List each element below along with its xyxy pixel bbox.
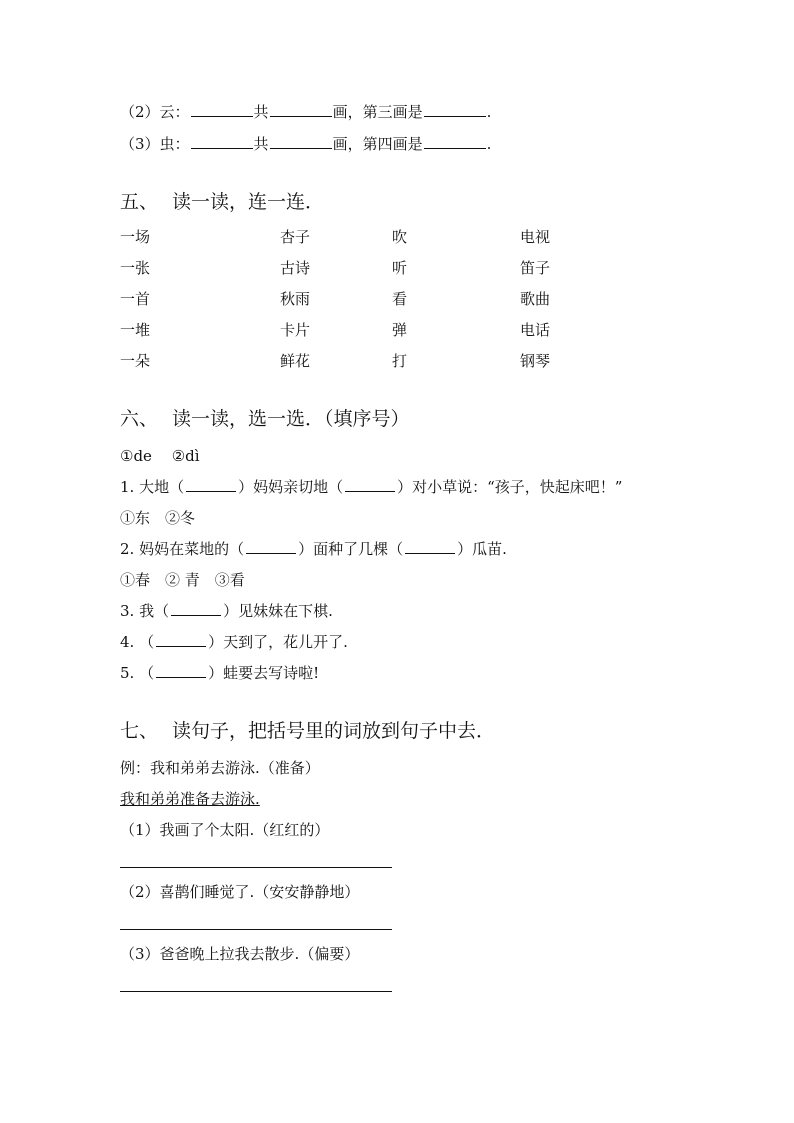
question-text: ）妈妈亲切地（ — [238, 478, 344, 496]
answer-line[interactable] — [120, 991, 392, 992]
question-text: . — [486, 103, 492, 121]
question-1 — [120, 477, 622, 497]
question-text: ）见妹妹在下棋. — [223, 602, 333, 620]
question-text: 2. 妈妈在菜地的（ — [120, 540, 245, 558]
question-text: 4. （ — [120, 633, 155, 651]
match-col3-item[interactable]: 打 — [392, 352, 408, 370]
answer-blank[interactable] — [156, 663, 206, 678]
question-text: ）天到了，花儿开了. — [208, 633, 348, 651]
stroke-question-3 — [120, 134, 491, 154]
question-text: 画，第三画是 — [332, 103, 423, 121]
answer-blank[interactable] — [424, 134, 486, 149]
match-col4-item[interactable]: 歌曲 — [520, 290, 551, 308]
question-label: （2）云： — [120, 103, 190, 121]
question-label: （3）虫： — [120, 135, 190, 153]
section-title: 读一读，连一连． — [172, 191, 325, 213]
match-col1-item[interactable]: 一场 — [120, 228, 151, 246]
match-col2-item[interactable]: 鲜花 — [280, 352, 311, 370]
match-col1-item[interactable]: 一首 — [120, 290, 151, 308]
question-text: 5. （ — [120, 664, 155, 682]
pinyin-options: ①de ②dì — [120, 447, 200, 465]
section5-heading — [120, 190, 324, 214]
answer-blank[interactable] — [191, 102, 253, 117]
match-col3-item[interactable]: 吹 — [392, 228, 408, 246]
question-3 — [120, 601, 333, 621]
rewrite-question-1: （1）我画了个太阳.（红红的） — [120, 821, 330, 839]
answer-blank[interactable] — [270, 102, 332, 117]
question-text: 共 — [253, 135, 269, 153]
question-text: . — [486, 135, 492, 153]
section-title: 读句子，把括号里的词放到句子中去． — [172, 720, 496, 742]
section6-heading — [120, 407, 410, 431]
match-col4-item[interactable]: 电视 — [520, 228, 551, 246]
match-col1-item[interactable]: 一朵 — [120, 352, 151, 370]
answer-blank[interactable] — [171, 601, 221, 616]
question-4 — [120, 632, 348, 652]
question-text: 共 — [253, 103, 269, 121]
question-text: ）蛙要去写诗啦! — [208, 664, 320, 682]
section-number: 五、 — [120, 191, 159, 213]
stroke-question-2 — [120, 102, 491, 122]
answer-blank[interactable] — [345, 477, 395, 492]
answer-line[interactable] — [120, 929, 392, 930]
example-answer: 我和弟弟准备去游泳. — [120, 790, 260, 808]
match-col3-item[interactable]: 看 — [392, 290, 408, 308]
match-col3-item[interactable]: 弹 — [392, 321, 408, 339]
answer-blank[interactable] — [191, 134, 253, 149]
match-col1-item[interactable]: 一张 — [120, 259, 151, 277]
section-number: 六、 — [120, 408, 159, 430]
question-text: 画，第四画是 — [332, 135, 423, 153]
match-col2-item[interactable]: 杏子 — [280, 228, 311, 246]
question-5 — [120, 663, 319, 683]
match-col1-item[interactable]: 一堆 — [120, 321, 151, 339]
rewrite-question-3: （3）爸爸晚上拉我去散步.（偏要） — [120, 945, 360, 963]
question-2 — [120, 539, 507, 559]
answer-blank[interactable] — [186, 477, 236, 492]
answer-blank[interactable] — [270, 134, 332, 149]
question-text: 3. 我（ — [120, 602, 170, 620]
answer-line[interactable] — [120, 867, 392, 868]
answer-blank[interactable] — [156, 632, 206, 647]
question-text: ）瓜苗. — [457, 540, 507, 558]
match-col4-item[interactable]: 电话 — [520, 321, 551, 339]
char-options-1: ①东 ②冬 — [120, 509, 196, 527]
section7-heading — [120, 719, 495, 743]
match-col4-item[interactable]: 钢琴 — [520, 352, 551, 370]
example-sentence: 例：我和弟弟去游泳.（准备） — [120, 759, 320, 777]
answer-blank[interactable] — [246, 539, 296, 554]
question-text: ）对小草说：“孩子，快起床吧！” — [397, 478, 623, 496]
match-col2-item[interactable]: 卡片 — [280, 321, 311, 339]
question-text: 1. 大地（ — [120, 478, 185, 496]
question-text: ）面种了几棵（ — [298, 540, 404, 558]
match-col2-item[interactable]: 秋雨 — [280, 290, 311, 308]
answer-blank[interactable] — [405, 539, 455, 554]
match-col2-item[interactable]: 古诗 — [280, 259, 311, 277]
rewrite-question-2: （2）喜鹊们睡觉了.（安安静静地） — [120, 883, 360, 901]
match-col3-item[interactable]: 听 — [392, 259, 408, 277]
char-options-2: ①春 ② 青 ③看 — [120, 571, 245, 589]
section-number: 七、 — [120, 720, 159, 742]
match-col4-item[interactable]: 笛子 — [520, 259, 551, 277]
section-title: 读一读，选一选．（填序号） — [172, 408, 410, 430]
answer-blank[interactable] — [424, 102, 486, 117]
